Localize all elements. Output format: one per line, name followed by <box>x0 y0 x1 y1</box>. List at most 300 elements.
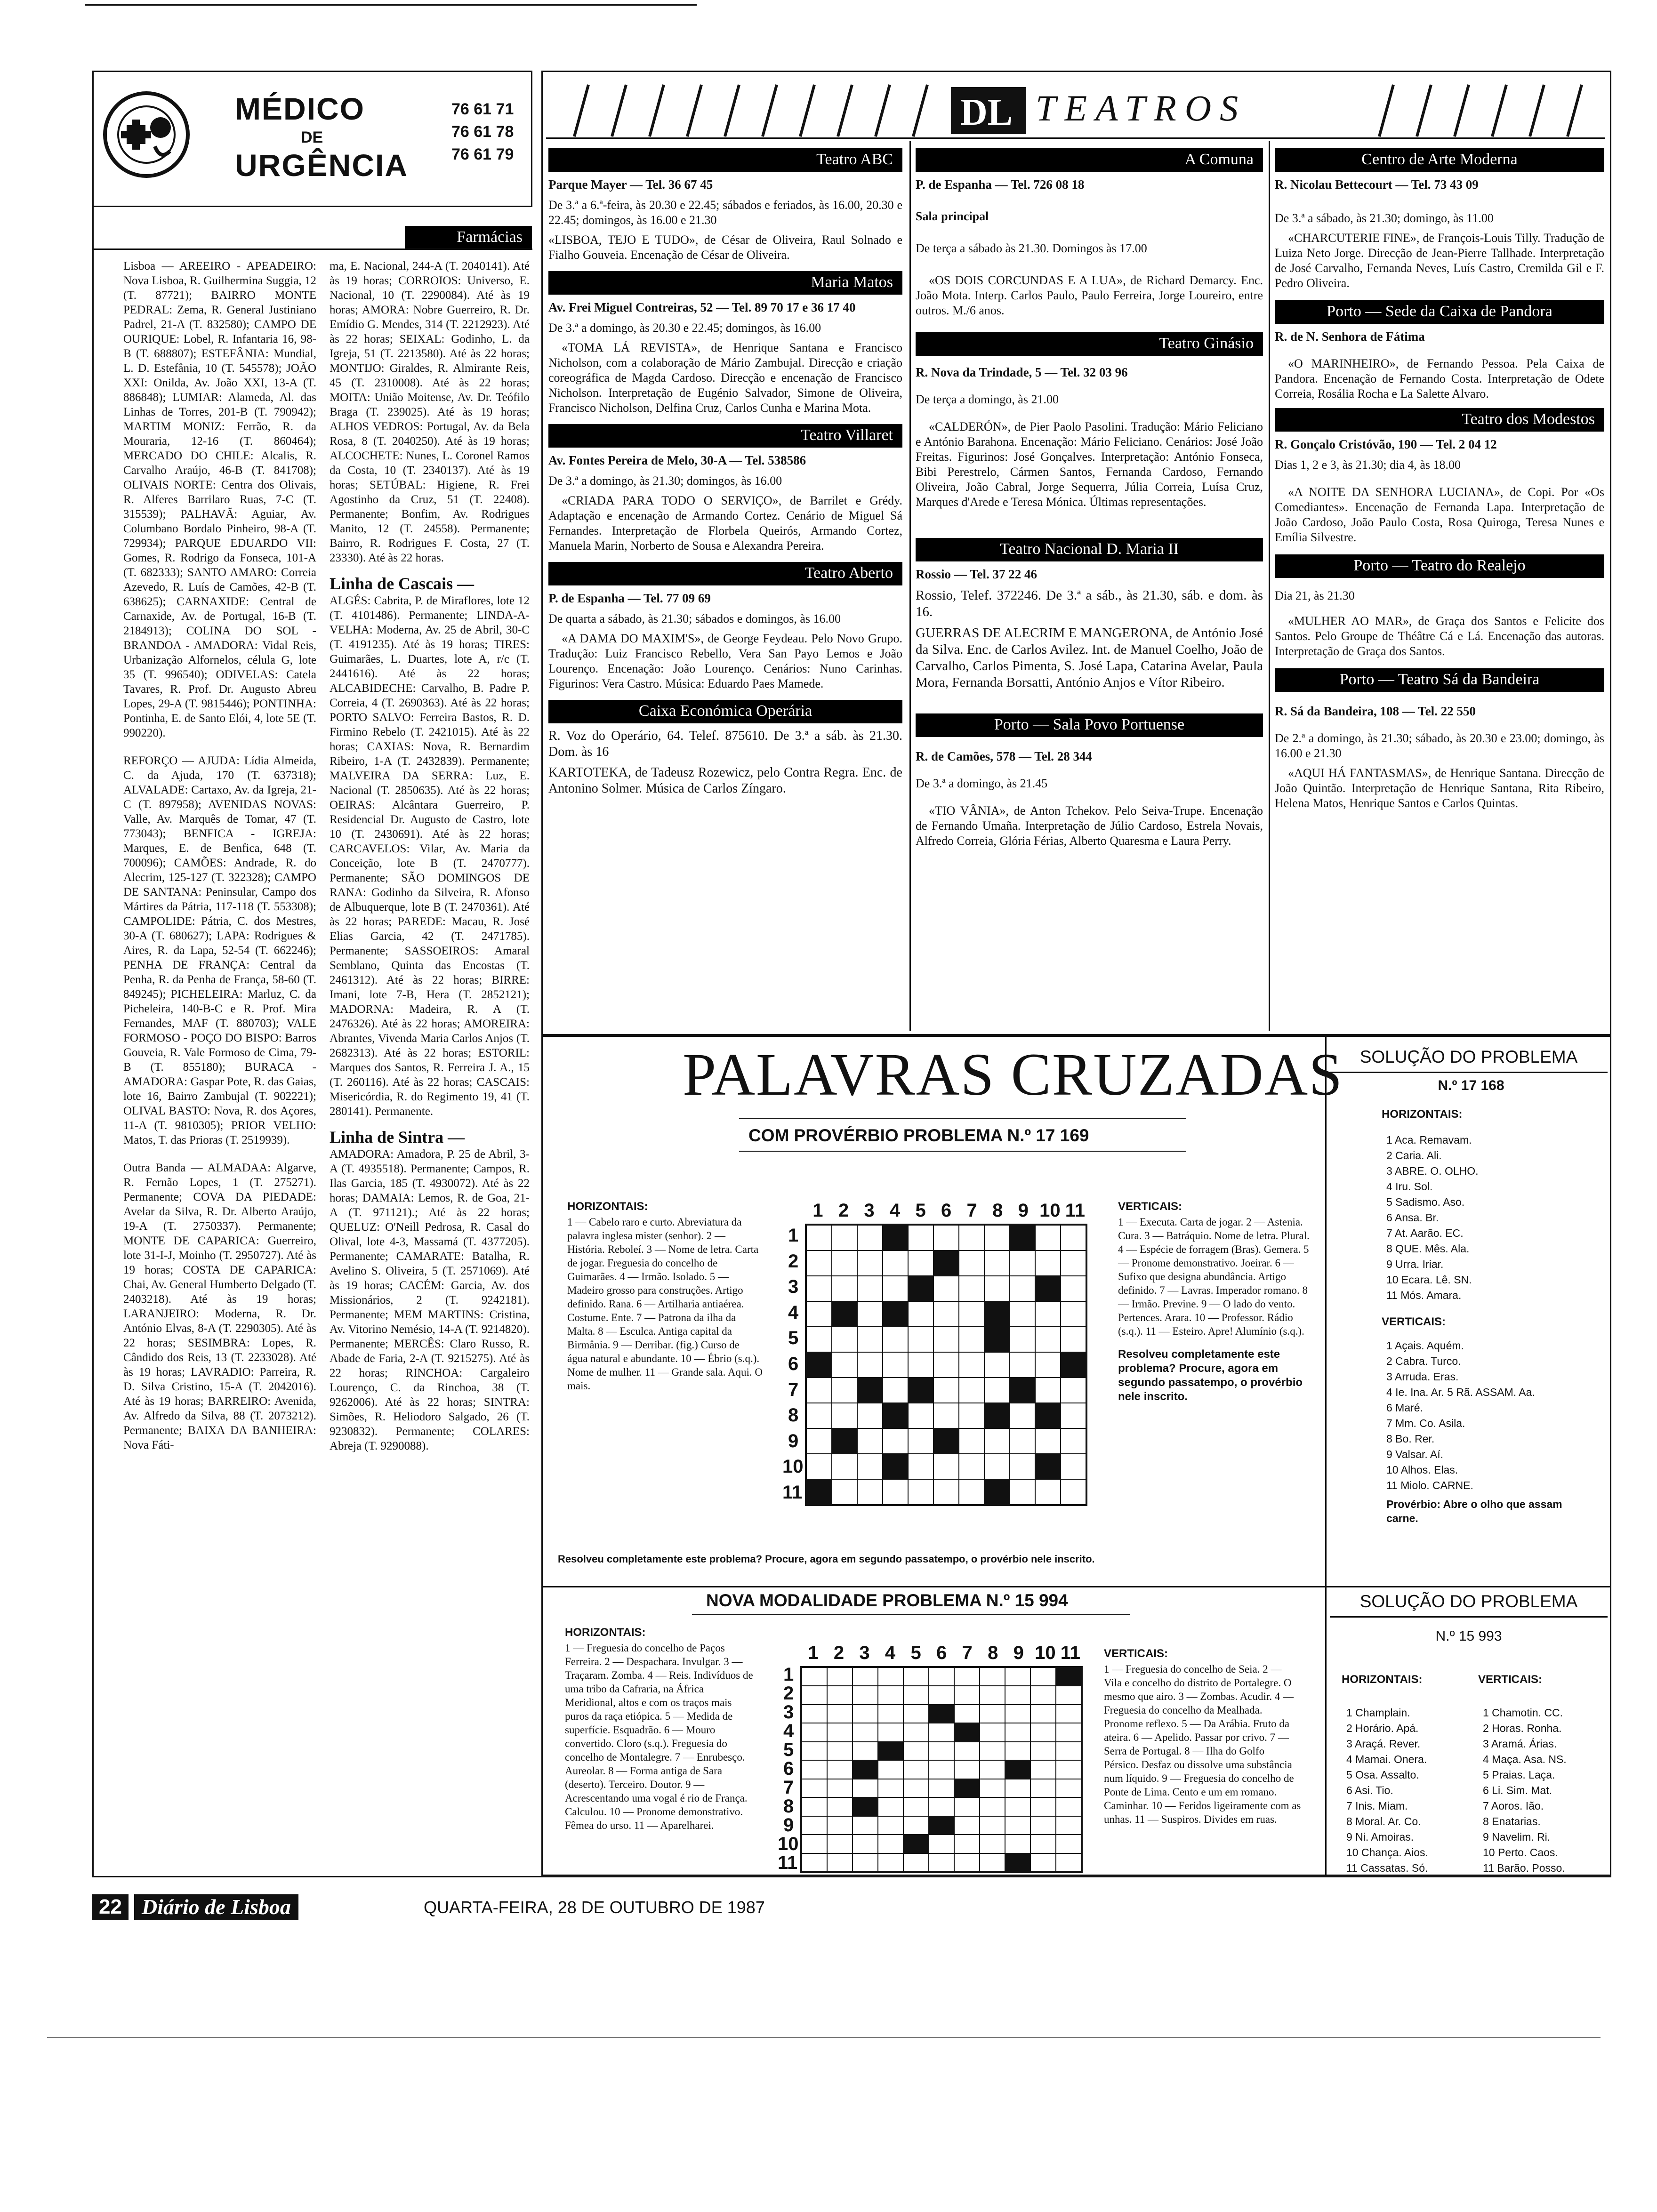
masthead: Diário de Lisboa <box>134 1894 298 1920</box>
column-number: 1 <box>808 1643 819 1663</box>
grid-cell[interactable] <box>954 1667 980 1686</box>
grid-cell[interactable] <box>1056 1816 1081 1835</box>
grid-cell[interactable] <box>908 1454 933 1479</box>
grid-cell[interactable] <box>878 1723 903 1741</box>
grid-cell[interactable] <box>933 1454 959 1479</box>
grid-cell[interactable] <box>802 1742 827 1760</box>
black-cell <box>853 1760 878 1779</box>
grid-cell[interactable] <box>954 1705 980 1723</box>
grid-cell[interactable] <box>929 1797 954 1816</box>
grid-cell[interactable] <box>878 1760 903 1779</box>
grid-cell[interactable] <box>802 1686 827 1704</box>
grid-cell[interactable] <box>933 1276 959 1301</box>
grid-cell[interactable] <box>827 1723 853 1741</box>
grid-cell[interactable] <box>802 1797 827 1816</box>
black-cell <box>883 1403 908 1428</box>
grid-cell[interactable] <box>1010 1479 1035 1505</box>
theatre-address: R. de Camões, 578 — Tel. 28 344 <box>916 749 1093 763</box>
solution-line: 1 Champlain. <box>1346 1707 1410 1719</box>
grid-cell[interactable] <box>959 1301 984 1327</box>
grid-cell[interactable] <box>903 1760 929 1779</box>
grid-cell[interactable] <box>853 1853 878 1872</box>
grid-cell[interactable] <box>929 1853 954 1872</box>
grid-cell[interactable] <box>984 1428 1010 1454</box>
grid-cell[interactable] <box>1061 1225 1086 1250</box>
grid-cell[interactable] <box>827 1816 853 1835</box>
solution2-v-lines <box>1483 1705 1605 1876</box>
theatre-name: Teatro ABC <box>548 148 902 172</box>
crossword1-grid[interactable] <box>805 1224 1087 1506</box>
grid-cell[interactable] <box>1005 1816 1030 1835</box>
grid-cell[interactable] <box>903 1779 929 1797</box>
grid-cell[interactable] <box>980 1667 1005 1686</box>
grid-cell[interactable] <box>832 1225 857 1250</box>
grid-cell[interactable] <box>984 1225 1010 1250</box>
crossword2-vertical-clues <box>1104 1647 1302 1826</box>
grid-cell[interactable] <box>959 1403 984 1428</box>
crossword2-grid[interactable] <box>800 1666 1083 1873</box>
grid-cell[interactable] <box>1056 1853 1081 1872</box>
grid-cell[interactable] <box>1061 1454 1086 1479</box>
grid-cell[interactable] <box>806 1454 832 1479</box>
theatre-schedule: Dia 21, às 21.30 <box>1275 589 1355 602</box>
grid-cell[interactable] <box>1056 1705 1081 1723</box>
grid-cell[interactable] <box>832 1250 857 1276</box>
column-number: 9 <box>1018 1200 1029 1221</box>
grid-cell[interactable] <box>959 1225 984 1250</box>
grid-cell[interactable] <box>802 1816 827 1835</box>
row-number: 5 <box>788 1328 799 1349</box>
grid-cell[interactable] <box>878 1816 903 1835</box>
grid-cell[interactable] <box>980 1705 1005 1723</box>
grid-cell[interactable] <box>827 1853 853 1872</box>
grid-cell[interactable] <box>1056 1742 1081 1760</box>
grid-cell[interactable] <box>1030 1760 1056 1779</box>
grid-cell[interactable] <box>1010 1352 1035 1378</box>
theatre-schedule: De 2.ª a domingo, às 21.30; sábado, às 20.30 e 23.00; domingo, às 16.00 e 21.30 <box>1275 731 1604 760</box>
grid-cell[interactable] <box>1030 1723 1056 1741</box>
grid-cell[interactable] <box>878 1686 903 1704</box>
grid-cell[interactable] <box>832 1378 857 1403</box>
medico-urgencia-box <box>92 71 532 207</box>
grid-cell[interactable] <box>853 1667 878 1686</box>
grid-cell[interactable] <box>954 1835 980 1853</box>
grid-cell[interactable] <box>802 1760 827 1779</box>
grid-cell[interactable] <box>802 1667 827 1686</box>
grid-cell[interactable] <box>908 1352 933 1378</box>
theatre-schedule: De quarta a sábado, às 21.30; sábados e domingos, às 16.00 <box>548 612 841 625</box>
grid-cell[interactable] <box>1061 1250 1086 1276</box>
grid-cell[interactable] <box>857 1479 883 1505</box>
grid-cell[interactable] <box>1056 1797 1081 1816</box>
grid-cell[interactable] <box>1005 1686 1030 1704</box>
grid-cell[interactable] <box>806 1301 832 1327</box>
grid-cell[interactable] <box>1056 1835 1081 1853</box>
grid-cell[interactable] <box>903 1667 929 1686</box>
clues-text: 1 — Freguesia do concelho de Seia. 2 — Vila e concelho do distrito de Portalegre. O mesmo que airo. 3 — Zombas. Acudir. 4 — Freguesia do concelho da Mealhada. Pronome reflexo. 5 — Da Arábia. Fruto da ateira. 6 — Apelido. Passar por crivo. 7 — Serra de Portugal. 8 — Ilha do Golfo Pérsico. Desfaz ou dissolve uma substância num líquido. 9 — Freguesia do concelho de Ponte de Lima. Cento e um em romano. Caminhar. 10 — Feridos ligeiramente com as unhas. 11 — Suspiros. Divides em ruas. <box>1104 1663 1301 1825</box>
grid-cell[interactable] <box>1030 1779 1056 1797</box>
grid-cell[interactable] <box>1010 1250 1035 1276</box>
grid-cell[interactable] <box>857 1454 883 1479</box>
solution2-h-lines <box>1346 1705 1469 1876</box>
grid-cell[interactable] <box>827 1686 853 1704</box>
solution2-v-heading: VERTICAIS: <box>1478 1673 1543 1686</box>
grid-cell[interactable] <box>1035 1225 1061 1250</box>
theatre-entry <box>1275 300 1604 401</box>
grid-cell[interactable] <box>984 1352 1010 1378</box>
theatre-schedule: De terça a domingo, às 21.00 <box>916 393 1059 406</box>
grid-cell[interactable] <box>806 1428 832 1454</box>
grid-cell[interactable] <box>832 1403 857 1428</box>
black-cell <box>954 1779 980 1797</box>
grid-cell[interactable] <box>1030 1667 1056 1686</box>
grid-cell[interactable] <box>1005 1835 1030 1853</box>
grid-cell[interactable] <box>959 1428 984 1454</box>
black-cell <box>1056 1667 1081 1686</box>
grid-cell[interactable] <box>1010 1403 1035 1428</box>
grid-cell[interactable] <box>802 1723 827 1741</box>
grid-cell[interactable] <box>1056 1686 1081 1704</box>
grid-cell[interactable] <box>1035 1378 1061 1403</box>
grid-cell[interactable] <box>903 1723 929 1741</box>
black-cell <box>878 1742 903 1760</box>
grid-cell[interactable] <box>1010 1276 1035 1301</box>
theatre-schedule: De 3.ª a sábado, às 21.30; domingo, às 11.00 <box>1275 211 1494 225</box>
grid-cell[interactable] <box>933 1352 959 1378</box>
page-edge-line <box>47 2037 1601 2038</box>
theatre-name: Centro de Arte Moderna <box>1275 148 1604 172</box>
grid-cell[interactable] <box>929 1667 954 1686</box>
grid-cell[interactable] <box>878 1779 903 1797</box>
grid-cell[interactable] <box>1030 1705 1056 1723</box>
grid-cell[interactable] <box>908 1403 933 1428</box>
grid-cell[interactable] <box>933 1225 959 1250</box>
grid-cell[interactable] <box>883 1327 908 1352</box>
grid-cell[interactable] <box>853 1779 878 1797</box>
grid-cell[interactable] <box>954 1816 980 1835</box>
grid-cell[interactable] <box>878 1853 903 1872</box>
grid-cell[interactable] <box>1056 1779 1081 1797</box>
grid-cell[interactable] <box>878 1705 903 1723</box>
solution-line: 9 Urra. Iriar. <box>1386 1258 1444 1270</box>
grid-cell[interactable] <box>980 1760 1005 1779</box>
grid-cell[interactable] <box>959 1352 984 1378</box>
grid-cell[interactable] <box>959 1250 984 1276</box>
grid-cell[interactable] <box>1061 1403 1086 1428</box>
grid-cell[interactable] <box>933 1327 959 1352</box>
grid-cell[interactable] <box>959 1276 984 1301</box>
grid-cell[interactable] <box>980 1853 1005 1872</box>
row-number: 6 <box>783 1758 794 1779</box>
grid-cell[interactable] <box>827 1835 853 1853</box>
column-number: 10 <box>1035 1643 1056 1663</box>
de-title: DE <box>301 128 323 146</box>
solution-line: 4 Maça. Asa. NS. <box>1483 1753 1567 1765</box>
theatre-name: Porto — Sede da Caixa de Pandora <box>1275 300 1604 324</box>
grid-cell[interactable] <box>853 1686 878 1704</box>
grid-cell[interactable] <box>853 1723 878 1741</box>
grid-cell[interactable] <box>806 1250 832 1276</box>
grid-cell[interactable] <box>980 1835 1005 1853</box>
grid-cell[interactable] <box>857 1301 883 1327</box>
grid-cell[interactable] <box>1035 1428 1061 1454</box>
grid-cell[interactable] <box>857 1403 883 1428</box>
row-number: 10 <box>782 1456 804 1477</box>
clues-heading: VERTICAIS: <box>1104 1647 1168 1660</box>
black-cell <box>832 1301 857 1327</box>
grid-cell[interactable] <box>980 1723 1005 1741</box>
grid-cell[interactable] <box>980 1816 1005 1835</box>
solution-line: 8 QUE. Mês. Ala. <box>1386 1242 1470 1255</box>
grid-cell[interactable] <box>903 1742 929 1760</box>
grid-cell[interactable] <box>827 1742 853 1760</box>
grid-cell[interactable] <box>929 1723 954 1741</box>
grid-cell[interactable] <box>883 1428 908 1454</box>
grid-cell[interactable] <box>832 1276 857 1301</box>
grid-cell[interactable] <box>1035 1479 1061 1505</box>
grid-cell[interactable] <box>1030 1816 1056 1835</box>
grid-cell[interactable] <box>1010 1301 1035 1327</box>
grid-cell[interactable] <box>908 1225 933 1250</box>
grid-cell[interactable] <box>1061 1327 1086 1352</box>
grid-cell[interactable] <box>933 1301 959 1327</box>
black-cell <box>908 1276 933 1301</box>
grid-cell[interactable] <box>929 1779 954 1797</box>
grid-cell[interactable] <box>853 1742 878 1760</box>
grid-cell[interactable] <box>832 1327 857 1352</box>
grid-cell[interactable] <box>1030 1686 1056 1704</box>
grid-cell[interactable] <box>1035 1250 1061 1276</box>
grid-cell[interactable] <box>1056 1760 1081 1779</box>
grid-cell[interactable] <box>1061 1428 1086 1454</box>
row-number: 7 <box>783 1777 794 1798</box>
grid-cell[interactable] <box>984 1378 1010 1403</box>
grid-cell[interactable] <box>903 1816 929 1835</box>
phone-number: 76 61 71 <box>451 100 514 118</box>
theatre-address: P. de Espanha — Tel. 77 09 69 <box>548 591 711 605</box>
grid-cell[interactable] <box>929 1686 954 1704</box>
solution-line: 7 Inis. Miam. <box>1346 1800 1408 1812</box>
grid-cell[interactable] <box>1035 1301 1061 1327</box>
solution-line: 6 Li. Sim. Mat. <box>1483 1784 1552 1796</box>
crossword-title: PALAVRAS CRUZADAS <box>683 1041 1343 1108</box>
grid-cell[interactable] <box>903 1797 929 1816</box>
grid-cell[interactable] <box>832 1454 857 1479</box>
grid-cell[interactable] <box>1010 1428 1035 1454</box>
row-number: 4 <box>783 1721 794 1741</box>
grid-cell[interactable] <box>929 1760 954 1779</box>
grid-cell[interactable] <box>883 1276 908 1301</box>
solution1-proverb: Provérbio: Abre o olho que assam carne. <box>1386 1498 1562 1524</box>
svg-text:DL: DL <box>960 92 1013 133</box>
grid-cell[interactable] <box>980 1779 1005 1797</box>
grid-cell[interactable] <box>806 1327 832 1352</box>
grid-cell[interactable] <box>806 1276 832 1301</box>
grid-cell[interactable] <box>857 1250 883 1276</box>
grid-cell[interactable] <box>878 1835 903 1853</box>
grid-cell[interactable] <box>959 1327 984 1352</box>
theatre-address: R. Gonçalo Cristóvão, 190 — Tel. 2 04 12 <box>1275 437 1497 451</box>
theatre-entry <box>548 562 902 691</box>
pharmacies-column-1 <box>123 259 316 1452</box>
grid-cell[interactable] <box>857 1327 883 1352</box>
grid-cell[interactable] <box>883 1250 908 1276</box>
crossword2-horizontal-clues <box>565 1626 753 1832</box>
grid-cell[interactable] <box>908 1428 933 1454</box>
linha-cascais-heading: Linha de Cascais — <box>330 574 475 593</box>
phone-list <box>451 98 514 166</box>
column-number: 8 <box>988 1643 998 1663</box>
grid-cell[interactable] <box>903 1686 929 1704</box>
solution-line: 10 Ecara. Lê. SN. <box>1386 1274 1472 1286</box>
theatres-divider-2 <box>1269 141 1270 1031</box>
grid-cell[interactable] <box>980 1686 1005 1704</box>
grid-cell[interactable] <box>827 1667 853 1686</box>
grid-cell[interactable] <box>857 1276 883 1301</box>
theatres-column-2 <box>916 148 1263 853</box>
black-cell <box>853 1797 878 1816</box>
solution-line: 5 Praias. Laça. <box>1483 1769 1555 1781</box>
grid-cell[interactable] <box>883 1479 908 1505</box>
grid-cell[interactable] <box>1005 1797 1030 1816</box>
grid-cell[interactable] <box>908 1250 933 1276</box>
theatre-name: Porto — Teatro Sá da Bandeira <box>1275 668 1604 692</box>
solution-line: 3 Aramá. Árias. <box>1483 1738 1557 1750</box>
grid-cell[interactable] <box>806 1225 832 1250</box>
solution-line: 7 At. Aarão. EC. <box>1386 1227 1464 1239</box>
grid-cell[interactable] <box>1005 1667 1030 1686</box>
grid-cell[interactable] <box>1056 1723 1081 1741</box>
theatres-banner-title: TEATROS <box>1036 88 1247 128</box>
grid-cell[interactable] <box>954 1853 980 1872</box>
grid-cell[interactable] <box>1061 1276 1086 1301</box>
grid-cell[interactable] <box>903 1705 929 1723</box>
grid-cell[interactable] <box>1061 1301 1086 1327</box>
grid-cell[interactable] <box>857 1225 883 1250</box>
grid-cell[interactable] <box>903 1853 929 1872</box>
solution-line: 10 Perto. Caos. <box>1483 1846 1558 1859</box>
grid-cell[interactable] <box>908 1301 933 1327</box>
black-cell <box>903 1835 929 1853</box>
column-number: 2 <box>833 1643 845 1663</box>
grid-cell[interactable] <box>832 1352 857 1378</box>
grid-cell[interactable] <box>883 1352 908 1378</box>
grid-cell[interactable] <box>933 1378 959 1403</box>
column-number: 7 <box>962 1643 973 1663</box>
grid-cell[interactable] <box>984 1250 1010 1276</box>
grid-cell[interactable] <box>1061 1378 1086 1403</box>
grid-cell[interactable] <box>954 1742 980 1760</box>
theatre-play: «A DAMA DO MAXIM'S», de George Feydeau. Pelo Novo Grupo. Tradução: Luiz Francisco Rebello, Vera San Payo Lemos e João Lourenço. Encenação: João Lourenço. Cenários: Nuno Carinhas. Figurinos: Vera Castro. Música: Eduardo Paes Mamede. <box>548 632 902 690</box>
grid-cell[interactable] <box>933 1479 959 1505</box>
black-cell <box>1010 1225 1035 1250</box>
black-cell <box>933 1250 959 1276</box>
grid-cell[interactable] <box>1005 1742 1030 1760</box>
black-cell <box>984 1479 1010 1505</box>
row-number: 1 <box>788 1225 799 1246</box>
grid-cell[interactable] <box>857 1352 883 1378</box>
grid-cell[interactable] <box>1005 1779 1030 1797</box>
crossword-subtitle-rule <box>739 1151 1186 1152</box>
grid-cell[interactable] <box>1005 1723 1030 1741</box>
grid-cell[interactable] <box>980 1797 1005 1816</box>
grid-cell[interactable] <box>827 1797 853 1816</box>
clues-text: 1 — Executa. Carta de jogar. 2 — Astenia. Cura. 3 — Batráquio. Nome de letra. Plural. 4 — Espécie de forragem (Bras). Gemera. 5 — Pronome demonstrativo. Joeirar. 6 — Sufixo que designa abundância. Artigo definido. 7 — Lavras. Imperador romano. 8 — Irmão. Previne. 9 — O lado do vento. Pertences. Arara. 10 — Professor. Rádio (s.q.). 11 — Esteiro. Apre! Alumínio (s.q.). <box>1118 1216 1310 1337</box>
solution-line: 1 Açais. Aquém. <box>1386 1339 1464 1352</box>
grid-cell[interactable] <box>1035 1352 1061 1378</box>
column-number: 8 <box>992 1200 1003 1221</box>
grid-cell[interactable] <box>908 1327 933 1352</box>
grid-cell[interactable] <box>929 1835 954 1853</box>
black-cell <box>832 1428 857 1454</box>
black-cell <box>984 1301 1010 1327</box>
black-cell <box>1035 1276 1061 1301</box>
grid-cell[interactable] <box>857 1428 883 1454</box>
grid-cell[interactable] <box>1030 1853 1056 1872</box>
grid-cell[interactable] <box>980 1742 1005 1760</box>
grid-cell[interactable] <box>878 1667 903 1686</box>
grid-cell[interactable] <box>1030 1797 1056 1816</box>
grid-cell[interactable] <box>908 1479 933 1505</box>
grid-cell[interactable] <box>806 1378 832 1403</box>
grid-cell[interactable] <box>1061 1479 1086 1505</box>
grid-cell[interactable] <box>802 1835 827 1853</box>
grid-cell[interactable] <box>1030 1742 1056 1760</box>
grid-cell[interactable] <box>802 1779 827 1797</box>
grid-cell[interactable] <box>959 1454 984 1479</box>
grid-cell[interactable] <box>984 1454 1010 1479</box>
theatre-entry <box>1275 408 1604 545</box>
grid-cell[interactable] <box>984 1276 1010 1301</box>
grid-cell[interactable] <box>959 1479 984 1505</box>
grid-cell[interactable] <box>954 1760 980 1779</box>
theatre-name: Maria Matos <box>548 271 902 295</box>
pharmacies-column-2 <box>330 259 530 1453</box>
theatre-play: GUERRAS DE ALECRIM E MANGERONA, de António José da Silva. Enc. de Carlos Avilez. Int. de Manuel Coelho, João de Carvalho, Carlos Pimenta, S. José Lapa, Catarina Avelar, Paula Mora, Fernanda Borsatti, António Anjos e Vítor Ribeiro. <box>916 625 1263 690</box>
grid-cell[interactable] <box>827 1760 853 1779</box>
theatre-name: Teatro Nacional D. Maria II <box>916 538 1263 561</box>
grid-cell[interactable] <box>1010 1327 1035 1352</box>
row-number: 9 <box>783 1815 794 1835</box>
grid-cell[interactable] <box>929 1742 954 1760</box>
grid-cell[interactable] <box>959 1378 984 1403</box>
grid-cell[interactable] <box>853 1705 878 1723</box>
grid-cell[interactable] <box>827 1779 853 1797</box>
grid-cell[interactable] <box>802 1853 827 1872</box>
column-number: 3 <box>864 1200 875 1221</box>
grid-cell[interactable] <box>1035 1327 1061 1352</box>
theatre-address: Av. Fontes Pereira de Melo, 30-A — Tel. 538586 <box>548 453 806 467</box>
theatre-play: «CRIADA PARA TODO O SERVIÇO», de Barrilet e Grédy. Adaptação e encenação de Armando Cortez. Cenário de Miguel Sá Fernandes. Interpretação de Florbela Queirós, Armando Cortez, Manuela Marin, Norberto de Sousa e Alexandra Pereira. <box>548 494 902 553</box>
grid-cell[interactable] <box>853 1835 878 1853</box>
grid-cell[interactable] <box>954 1686 980 1704</box>
theatre-play: «TOMA LÁ REVISTA», de Henrique Santana e Francisco Nicholson, com a colaboração de Mário Zambujal. Direcção e criação coreográfica de Magda Cardoso. Direcção e encenação de Francisco Nicholson. Interpretação de Eugénio Salvador, Simone de Oliveira, Francisco Nicholson, Delfina Cruz, Carlos Cunha e Marina Mota. <box>548 341 902 415</box>
grid-cell[interactable] <box>1010 1454 1035 1479</box>
grid-cell[interactable] <box>802 1705 827 1723</box>
grid-cell[interactable] <box>832 1479 857 1505</box>
solution-line: 1 Aca. Remavam. <box>1386 1134 1472 1146</box>
grid-cell[interactable] <box>1030 1835 1056 1853</box>
grid-cell[interactable] <box>806 1403 832 1428</box>
grid-cell[interactable] <box>827 1705 853 1723</box>
grid-cell[interactable] <box>933 1403 959 1428</box>
grid-cell[interactable] <box>954 1797 980 1816</box>
grid-cell[interactable] <box>883 1378 908 1403</box>
column-number: 6 <box>936 1643 947 1663</box>
grid-cell[interactable] <box>1005 1705 1030 1723</box>
grid-cell[interactable] <box>878 1797 903 1816</box>
grid-cell[interactable] <box>853 1816 878 1835</box>
